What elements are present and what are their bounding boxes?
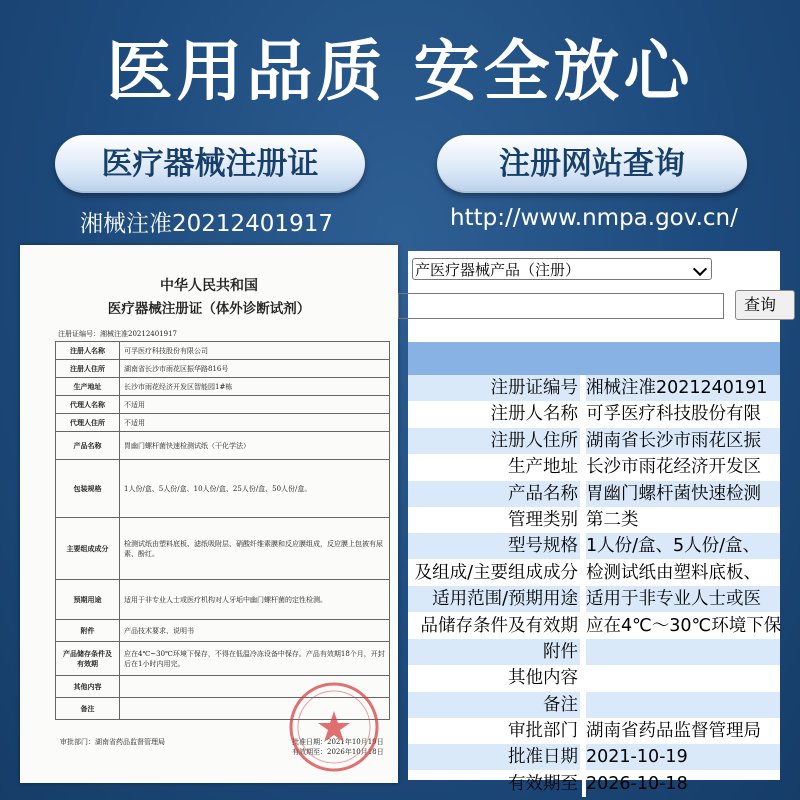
certificate-field-label: 包装规格 [56,460,120,518]
result-field-label [408,533,580,559]
result-row [408,560,780,586]
result-field-value: 长沙市雨花经济开发区 [586,457,761,478]
result-row [408,613,780,639]
certificate-row [56,460,390,518]
result-field-value: 胃幽门螺杆菌快速检测 [586,481,780,507]
result-field-value: 检测试纸由塑料底板、 [586,562,761,583]
result-row [408,375,780,401]
certificate-field-label: 其他内容 [56,676,120,698]
registration-certificate-pill: 医疗器械注册证 [55,135,365,193]
result-field-label-text: 批准日期 [508,747,578,768]
certificate-title-line1: 中华人民共和国 [160,278,258,294]
certificate-row [56,642,390,676]
result-row [408,401,780,427]
result-field-label-text: 备注 [543,694,578,715]
result-field-label [408,692,580,718]
certificate-approve-date: 批准日期：2021年10月19日 [292,738,384,746]
certificate-row [56,518,390,580]
certificate-field-label: 代理人住所 [56,414,120,432]
result-field-label-text: 有效期至 [508,773,578,794]
result-row [408,692,780,718]
result-field-label [408,481,580,507]
result-field-label [408,639,580,665]
result-field-value: 第二类 [586,509,639,530]
certificate-field-value: 检测试纸由塑料底板、滤纸吸附层、硝酸纤维素膜和反应膜组成，反应膜上包被有尿素、酚红。 [120,518,390,580]
search-button[interactable]: 查询 [735,290,795,320]
certificate-row [56,414,390,432]
result-field-label-text: 注册人名称 [490,404,578,425]
certificate-approver: 审批部门：湖南省药品监督管理局 [60,738,165,746]
result-row [408,586,780,612]
chevron-down-icon [693,262,707,276]
result-table [408,375,780,797]
result-field-value: 适用于非专业人士或医 [586,586,780,612]
result-field-value: 2021-10-19 [586,744,780,770]
certificate-field-value: 应在4℃~30℃环境下保存，不得在低温冷冻设备中保存。产品有效期18个月，开封后在1小时内用完。 [120,642,390,676]
certificate-field-label: 备注 [56,698,120,720]
result-field-label [408,401,580,427]
category-select[interactable] [412,258,712,280]
certificate-document [20,245,398,783]
result-field-label-text: 注册证编号 [490,378,578,398]
result-field-label-text: 产品名称 [508,483,578,504]
result-field-label-text: 其他内容 [508,668,578,689]
result-field-value: 可孚医疗科技股份有限 [586,404,761,425]
certificate-field-label: 产品名称 [56,432,120,460]
result-field-label [408,586,580,612]
result-field-value: 1人份/盒、5人份/盒、 [586,533,780,559]
result-field-label [408,560,580,586]
certificate-field-label: 生产地址 [56,378,120,396]
result-field-label [408,744,580,770]
result-field-label-text: 及组成/主要组成成分 [414,562,578,583]
certificate-field-value: 1人份/盒、5人份/盒、10人份/盒、25人份/盒、50人份/盒。 [120,460,390,518]
result-field-label [408,665,580,691]
result-field-label [408,375,580,401]
certificate-row [56,360,390,378]
certificate-number-text: 湘械注准20212401917 [80,211,333,237]
certificate-field-value: 湖南省长沙市雨花区振华路816号 [120,360,390,378]
result-field-label [408,454,580,480]
result-row [408,533,780,559]
certificate-table [55,341,390,720]
result-row [408,718,780,744]
result-row [408,481,780,507]
certificate-field-label: 预期用途 [56,580,120,620]
certificate-field-value: 不适用 [120,414,390,432]
result-row [408,665,780,691]
certificate-number-line: 注册证编号：湘械注准20212401917 [58,330,177,338]
result-field-label-text: 型号规格 [508,536,578,557]
result-field-value: 湖南省药品监督管理局 [586,721,761,742]
category-select-value: 产医疗器械产品（注册） [415,261,581,279]
certificate-row [56,396,390,414]
certificate-valid-until: 有效期至：2026年10月18日 [292,748,384,756]
certificate-field-label: 代理人名称 [56,396,120,414]
result-row [408,744,780,770]
certificate-row [56,342,390,360]
official-seal-stamp [288,681,380,773]
search-input[interactable] [398,293,724,319]
result-field-value: 2026-10-18 [586,773,688,794]
certificate-row [56,580,390,620]
certificate-field-value: 适用于非专业人士或医疗机构对人牙垢中幽门螺杆菌的定性检测。 [120,580,390,620]
result-field-label-text: 管理类别 [508,509,578,530]
result-field-label-text: 注册人住所 [490,430,578,451]
headline: 医用品质 安全放心 [106,33,694,110]
result-row [408,639,780,665]
result-row [408,771,780,797]
registration-website-query-pill: 注册网站查询 [437,135,747,193]
certificate-row [56,620,390,642]
result-row [408,507,780,533]
certificate-row [56,432,390,460]
certificate-field-value: 产品技术要求、说明书 [120,620,390,642]
result-header-bar [408,342,780,375]
certificate-field-label: 附件 [56,620,120,642]
certificate-field-label: 产品储存条件及有效期 [56,642,120,676]
certificate-field-value: 可孚医疗科技股份有限公司 [120,342,390,360]
result-field-label [408,613,580,639]
result-field-value [586,665,780,691]
result-field-label-text: 适用范围/预期用途 [432,589,578,610]
certificate-row [56,378,390,396]
result-field-label [408,771,580,797]
certificate-field-label: 注册人住所 [56,360,120,378]
result-field-value: 应在4℃～30℃环境下保 [586,615,782,636]
certificate-title-line2: 医疗器械注册证（体外诊断试剂） [107,301,311,317]
nmpa-url-text: http://www.nmpa.gov.cn/ [450,205,738,231]
result-field-value: 湘械注准2021240191 [586,375,780,401]
result-field-label [408,428,580,454]
result-field-value [586,639,780,665]
result-field-label [408,718,580,744]
result-field-label-text: 品储存条件及有效期 [420,615,578,636]
result-row [408,428,780,454]
result-field-value: 湖南省长沙市雨花区振 [586,428,780,454]
certificate-field-label: 注册人名称 [56,342,120,360]
nmpa-query-page [408,251,782,794]
result-field-label [408,507,580,533]
certificate-field-value: 长沙市雨花经济开发区智能园1#栋 [120,378,390,396]
certificate-field-value: 不适用 [120,396,390,414]
certificate-field-label: 主要组成成分 [56,518,120,580]
result-field-label-text: 生产地址 [508,457,578,478]
certificate-field-value: 胃幽门螺杆菌快速检测试纸（干化学法） [120,432,390,460]
result-field-value [586,692,780,718]
result-field-label-text: 附件 [543,641,578,662]
result-field-label-text: 审批部门 [508,721,578,742]
result-row [408,454,780,480]
